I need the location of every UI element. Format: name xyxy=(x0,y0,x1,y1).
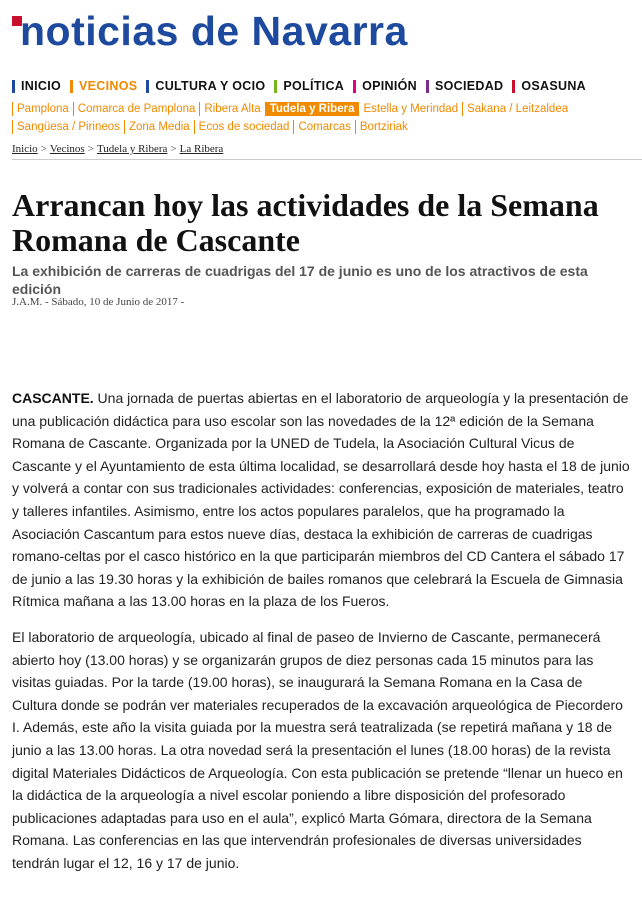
breadcrumb-separator: > xyxy=(87,143,94,155)
sub-nav-item[interactable]: Pamplona xyxy=(12,102,73,116)
breadcrumb-link[interactable]: Vecinos xyxy=(49,143,85,155)
main-nav-label: OPINIÓN xyxy=(362,79,417,93)
breadcrumb-separator: > xyxy=(40,143,47,155)
article-paragraph: El laboratorio de arqueología, ubicado al final de paseo de Invierno de Cascante, permanecerá abierto hoy (13.00 horas) y se organizarán grupos de diez personas cada 15 minutos para las visitas guiadas. Por la tarde (19.00 horas), se inaugurará la Semana Romana en la Casa de Cultura donde se podrán ver materiales recuperados de la excavación arqueológica de Piecordero I. Además, este año la visita guiada por la muestra será teatralizada (se repetirá mañana y 18 de junio a las 13.00 horas. La otra novedad será la presentación el lunes (18.00 horas) de la revista digital Materiales Didácticos de Arqueología. Con esta publicación se pretende “llenar un hueco en la didáctica de la arqueología a nivel escolar poniendo a libre disposición del profesorado publicaciones adaptadas para uso en el aula”, explicó Marta Gómara, directora de la Semana Romana. Las conferencias en las que intervendrán profesionales de diversas universidades tendrán lugar el 12, 16 y 17 de junio. xyxy=(12,628,623,871)
paragraph-text: Una jornada de puertas abiertas en el laboratorio de arqueología y la presentación de una publicación didáctica para uso escolar son las novedades de la 12ª edición de la Semana Romana de Cascante. Organizada por la UNED de Tudela, la Asociación Cultural Vicus de Cascante y el Ayuntamiento de esta última localidad, se desarrollará desde hoy hasta el 18 de junio y volverá a contar con sus tradicionales actividades: conferencias, exposición de materiales, teatro y talleres infantiles. Asimismo, entre los actos populares paralelos, que ha programado la Asociación Cascantum para estos nueve días, destaca la exhibición de carreras de cuadrigas romano-celtas por el casco histórico en la que participarán miembros del CD Cantera el sábado 17 de junio a las 19.30 horas y la exhibición de bailes romanos que celebrará la Escuela de Gimnasia Rítmica mañana a las 13.00 horas en la plaza de los Fueros. xyxy=(12,390,630,610)
main-nav-item[interactable] xyxy=(12,78,61,94)
nav-color-bar xyxy=(512,80,515,93)
sub-nav-item[interactable]: Tudela y Ribera xyxy=(265,102,359,116)
sub-nav-row xyxy=(12,118,642,136)
nav-color-bar xyxy=(12,80,15,93)
article-title: Arrancan hoy las actividades de la Semana Romana de Cascante xyxy=(12,187,599,259)
sub-nav-item[interactable]: Sakana / Leitzaldea xyxy=(462,102,572,116)
sub-nav-item[interactable]: Bortziriak xyxy=(355,120,412,134)
sub-nav-item[interactable]: Comarcas xyxy=(293,120,354,134)
main-nav-item[interactable] xyxy=(70,78,137,94)
nav-color-bar xyxy=(146,80,149,93)
main-nav-item[interactable] xyxy=(512,78,586,94)
nav-color-bar xyxy=(70,80,73,93)
sub-nav-item[interactable]: Ecos de sociedad xyxy=(194,120,294,134)
breadcrumb-separator: > xyxy=(170,143,177,155)
main-nav-label: SOCIEDAD xyxy=(435,79,504,93)
article-paragraph xyxy=(12,387,630,613)
sub-nav-item[interactable]: Ribera Alta xyxy=(199,102,264,116)
main-nav-label: VECINOS xyxy=(79,79,138,93)
sub-nav-row xyxy=(12,100,642,118)
nav-color-bar xyxy=(274,80,277,93)
sub-nav-item[interactable]: Estella y Merindad xyxy=(358,102,462,116)
article-subtitle: La exhibición de carreras de cuadrigas del 17 de junio es uno de los atractivos de esta edición xyxy=(12,262,588,297)
main-nav-item[interactable] xyxy=(353,78,417,94)
breadcrumb xyxy=(12,143,223,155)
breadcrumb-link[interactable]: Tudela y Ribera xyxy=(96,143,168,155)
article-byline: J.A.M. - Sábado, 10 de Junio de 2017 - xyxy=(12,296,185,308)
sub-nav-item[interactable]: Sangüesa / Pirineos xyxy=(12,120,124,134)
main-nav-label: POLÍTICA xyxy=(283,79,345,93)
main-nav xyxy=(12,78,595,94)
main-nav-label: OSASUNA xyxy=(521,79,586,93)
sub-nav-item[interactable]: Zona Media xyxy=(124,120,194,134)
divider xyxy=(12,159,642,160)
breadcrumb-link[interactable]: La Ribera xyxy=(179,143,224,155)
site-name: noticias de Navarra xyxy=(20,8,408,54)
sub-nav-item[interactable]: Comarca de Pamplona xyxy=(73,102,200,116)
nav-color-bar xyxy=(426,80,429,93)
main-nav-label: INICIO xyxy=(21,79,61,93)
main-nav-item[interactable] xyxy=(426,78,503,94)
breadcrumb-link[interactable]: Inicio xyxy=(12,143,38,155)
article-body xyxy=(12,387,630,887)
sub-nav xyxy=(12,100,642,136)
main-nav-item[interactable] xyxy=(274,78,344,94)
main-nav-label: CULTURA Y OCIO xyxy=(155,79,266,93)
main-nav-item[interactable] xyxy=(146,78,265,94)
nav-color-bar xyxy=(353,80,356,93)
article-lead-word: CASCANTE. xyxy=(12,390,94,406)
